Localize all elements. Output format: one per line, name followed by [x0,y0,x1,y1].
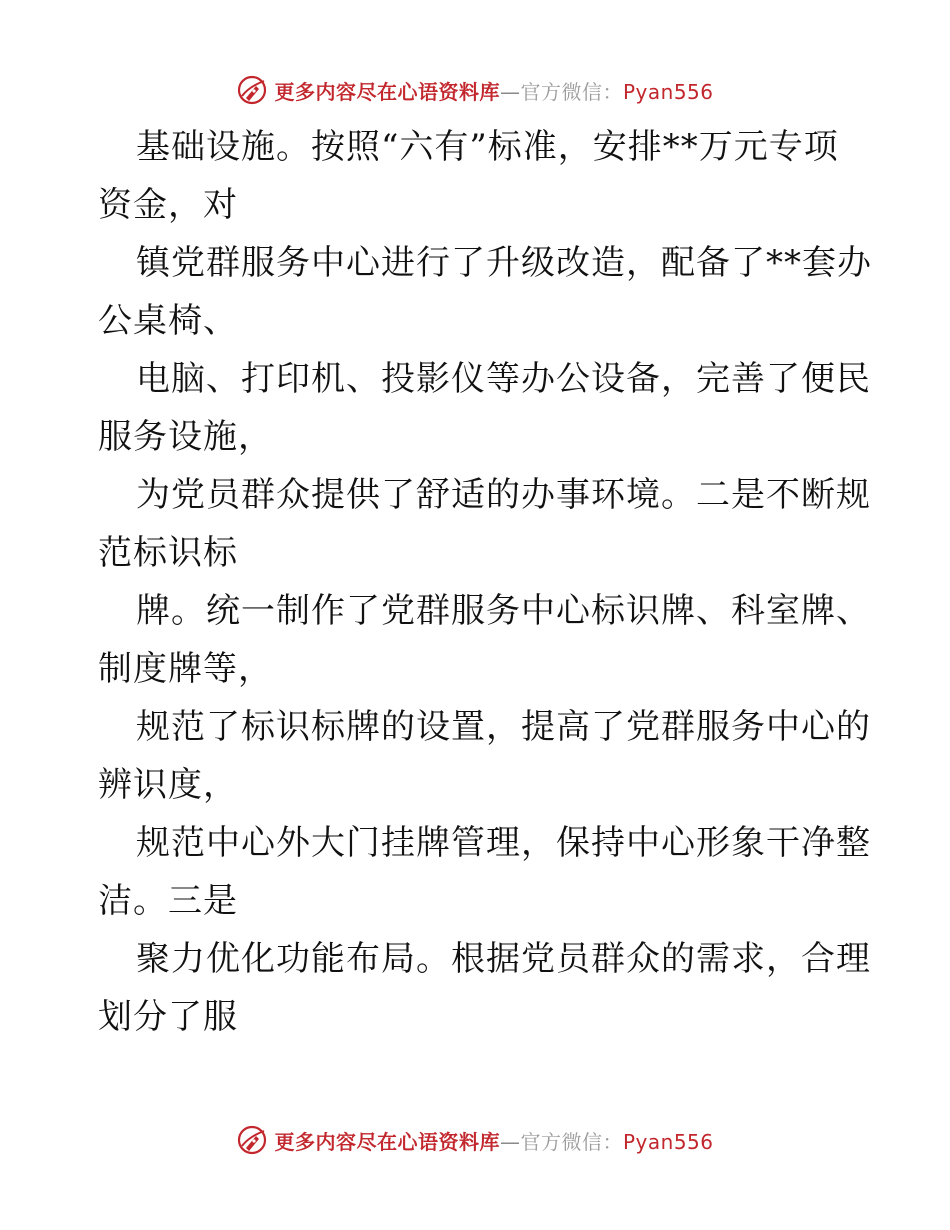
text-line: 划分了服 [98,997,238,1037]
text-line: 镇党群服务中心进行了升级改造，配备了**套办 [136,243,872,283]
watermark-official-label: 官方微信： [520,1129,623,1154]
text-line: 聚力优化功能布局。根据党员群众的需求，合理 [136,939,871,979]
watermark-official-label: 官方微信： [520,79,623,104]
text-line: 制度牌等， [98,649,273,689]
header-watermark [0,70,950,110]
watermark-separator: — [499,1129,521,1154]
paragraph [98,234,872,350]
text-line: 洁。三是 [98,881,238,921]
text-line: 辨识度， [98,765,238,805]
text-line: 牌。统一制作了党群服务中心标识牌、科室牌、 [136,591,871,631]
watermark-account: Pyan556 [622,79,714,104]
text-line: 规范中心外大门挂牌管理，保持中心形象干净整 [136,823,871,863]
paragraph [98,582,871,698]
watermark-account: Pyan556 [622,1129,714,1154]
watermark-separator: — [499,79,521,104]
pen-nib-logo-icon [236,1124,268,1156]
text-line: 规范了标识标牌的设置，提高了党群服务中心的 [136,707,871,747]
pen-nib-logo-icon [236,74,268,106]
watermark-brand: 更多内容尽在心语资料库 [274,1129,500,1154]
text-line: 公桌椅、 [98,301,238,341]
paragraph [98,118,858,234]
paragraph [98,350,871,466]
text-line: 基础设施。按照“六有”标准，安排**万元专项 [136,127,839,167]
text-line: 资金，对 [98,185,238,225]
document-body [98,118,872,1046]
footer-watermark [0,1120,950,1160]
paragraph [98,466,871,582]
paragraph [98,698,871,814]
text-line: 服务设施， [98,417,273,457]
text-line: 范标识标 [98,533,238,573]
text-line: 为党员群众提供了舒适的办事环境。二是不断规 [136,475,871,515]
paragraph [98,930,871,1046]
paragraph [98,814,871,930]
text-line: 电脑、打印机、投影仪等办公设备，完善了便民 [136,359,871,399]
watermark-brand: 更多内容尽在心语资料库 [274,79,500,104]
